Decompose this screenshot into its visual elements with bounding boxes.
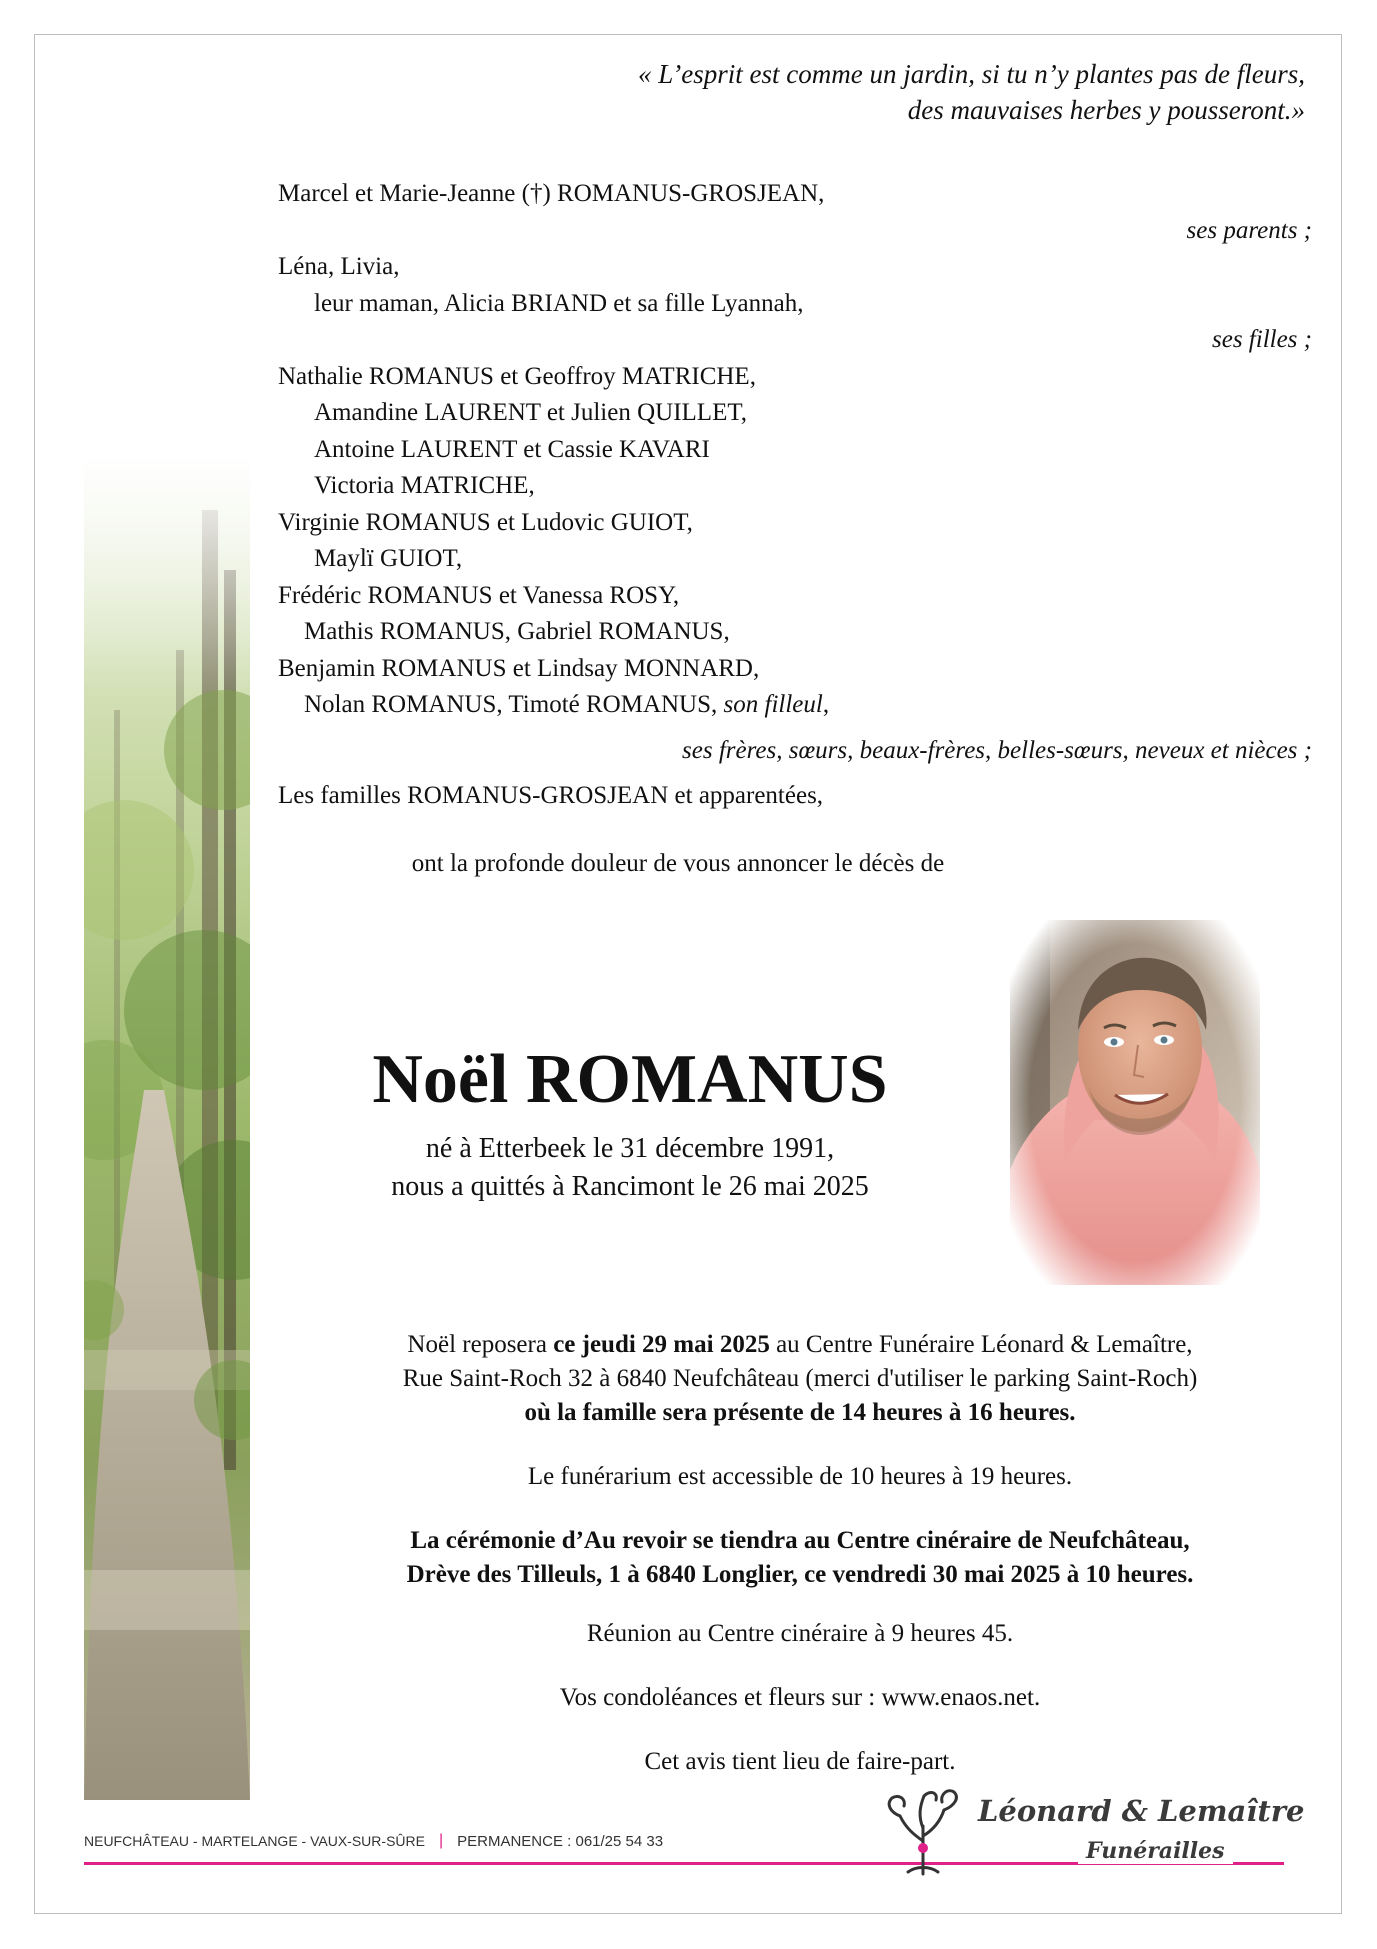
death-line: nous a quittés à Rancimont le 26 mai 2025 xyxy=(391,1171,869,1202)
death-announcement: ont la profonde douleur de vous annoncer le décès de xyxy=(411,850,945,877)
sibling-line: Victoria MATRICHE, xyxy=(314,472,535,499)
epigraph-quote xyxy=(405,56,1305,128)
parents-role: ses parents ; xyxy=(1186,216,1312,244)
funeral-home-address: Rue Saint-Roch 32 à 6840 Neufchâteau (merci d'utiliser le parking Saint-Roch) xyxy=(402,1365,1198,1392)
portrait-photo xyxy=(1010,920,1260,1285)
birth-line: né à Etterbeek le 31 décembre 1991, xyxy=(425,1133,835,1164)
sibling-line: Mathis ROMANUS, Gabriel ROMANUS, xyxy=(304,618,730,645)
quote-line-2: des mauvaises herbes y pousseront.» xyxy=(907,95,1305,125)
rest-part-a: Noël reposera xyxy=(407,1331,554,1358)
sibling-line: Antoine LAURENT et Cassie KAVARI xyxy=(314,435,710,463)
daughters-mother-line: leur maman, Alicia BRIAND et sa fille Lyannah, xyxy=(314,289,804,317)
rest-date: ce jeudi 29 mai 2025 xyxy=(553,1331,770,1358)
company-logo xyxy=(878,1786,1305,1876)
godson-note: son filleul xyxy=(723,691,823,718)
footer-permanence: PERMANENCE : 061/25 54 33 xyxy=(457,1832,664,1850)
parents-line: Marcel et Marie-Jeanne (†) ROMANUS-GROSJEAN, xyxy=(278,180,825,207)
godson-names: Nolan ROMANUS, Timoté ROMANUS, xyxy=(304,691,718,718)
life-dates xyxy=(300,1130,960,1206)
daughters-line: Léna, Livia, xyxy=(278,253,400,280)
sibling-line: Virginie ROMANUS et Ludovic GUIOT, xyxy=(278,508,693,536)
sibling-line: Benjamin ROMANUS et Lindsay MONNARD, xyxy=(278,654,760,682)
godson-comma: , xyxy=(822,691,830,718)
siblings-role: ses frères, sœurs, beaux-frères, belles-sœurs, neveux et nièces ; xyxy=(682,736,1312,764)
logo-name: Léonard & Lemaître xyxy=(978,1794,1305,1828)
daughters-role: ses filles ; xyxy=(1212,326,1312,353)
footer-separator: | xyxy=(438,1832,444,1849)
logo-subtitle: Funérailles xyxy=(1078,1838,1233,1864)
family-presence: où la famille sera présente de 14 heures à 16 heures. xyxy=(524,1399,1076,1426)
funerarium-hours: Le funérarium est accessible de 10 heures à 19 heures. xyxy=(527,1463,1073,1490)
condolences-line: Vos condoléances et fleurs sur : www.enaos.net. xyxy=(559,1684,1041,1711)
meeting-line: Réunion au Centre cinéraire à 9 heures 45. xyxy=(586,1620,1014,1647)
ceremony-details xyxy=(300,1328,1300,1779)
deceased-name: Noël ROMANUS xyxy=(372,1041,888,1118)
rest-part-c: au Centre Funéraire Léonard & Lemaître, xyxy=(769,1331,1193,1358)
family-list xyxy=(278,176,1312,815)
related-families-line: Les familles ROMANUS-GROSJEAN et apparentées, xyxy=(278,782,824,809)
footer-locations: NEUFCHÂTEAU - MARTELANGE - VAUX-SUR-SÛRE xyxy=(84,1833,425,1849)
quote-line-1: « L’esprit est comme un jardin, si tu n’y plantes pas de fleurs, xyxy=(638,59,1305,89)
sibling-line: Nathalie ROMANUS et Geoffroy MATRICHE, xyxy=(278,362,756,390)
sibling-line: Frédéric ROMANUS et Vanessa ROSY, xyxy=(278,581,680,609)
notice-line: Cet avis tient lieu de faire-part. xyxy=(644,1748,956,1775)
sibling-line-godson xyxy=(278,687,1312,724)
rest-line xyxy=(300,1328,1300,1362)
sibling-line: Maylï GUIOT, xyxy=(314,545,463,572)
sibling-line: Amandine LAURENT et Julien QUILLET, xyxy=(314,399,748,426)
tree-logo-icon xyxy=(878,1786,968,1876)
forest-path-image xyxy=(84,450,250,1800)
footer-contact xyxy=(84,1832,663,1850)
ceremony-line-1: La cérémonie d’Au revoir se tiendra au Centre cinéraire de Neufchâteau, xyxy=(410,1527,1190,1554)
ceremony-line-2: Drève des Tilleuls, 1 à 6840 Longlier, ce vendredi 30 mai 2025 à 10 heures. xyxy=(406,1561,1194,1588)
